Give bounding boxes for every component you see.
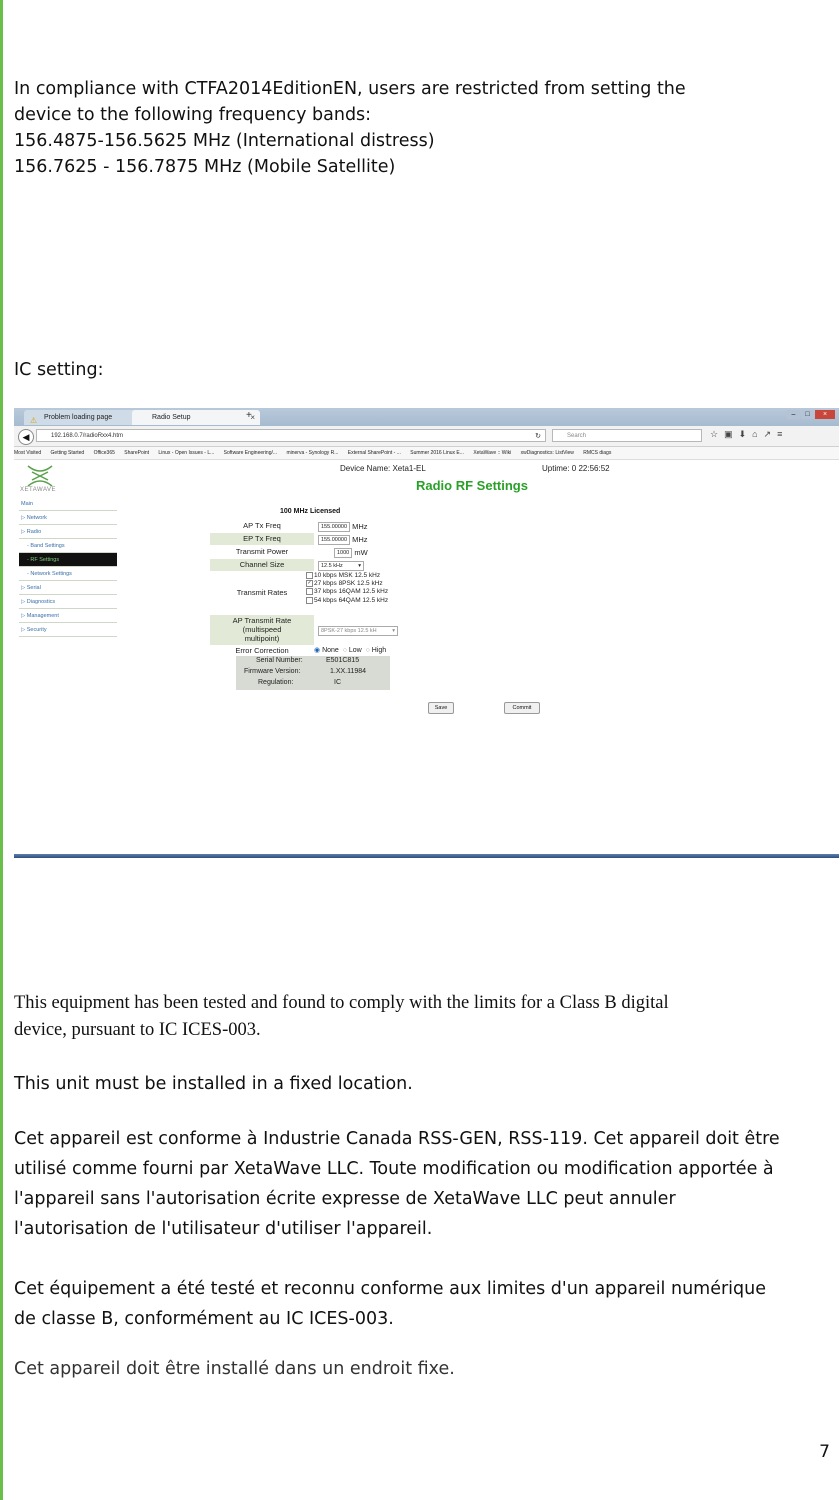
rate-option[interactable] bbox=[306, 580, 388, 588]
ap-rate-label-line: multipoint) bbox=[244, 634, 280, 643]
ap-tx-row bbox=[210, 520, 416, 532]
fixed-location-fr: Cet appareil doit être installé dans un endroit fixe. bbox=[14, 1359, 455, 1379]
channel-size-wrap bbox=[318, 561, 364, 571]
ap-rate-label-line: (multispeed bbox=[242, 625, 282, 634]
transmit-rates-list bbox=[306, 572, 388, 605]
class-b-fr-line: Cet équipement a été testé et reconnu conforme aux limites d'un appareil numérique bbox=[14, 1279, 766, 1299]
rate-label: 54 kbps 64QAM 12.5 kHz bbox=[314, 596, 389, 604]
rate-option[interactable] bbox=[306, 597, 388, 605]
sidebar-item-serial[interactable]: ▷ Serial bbox=[19, 581, 117, 595]
checkbox[interactable] bbox=[306, 588, 313, 595]
intro-line: 156.7625 - 156.7875 MHz (Mobile Satellite) bbox=[14, 157, 396, 177]
firmware-value: 1.XX.11984 bbox=[330, 668, 367, 675]
sidebar-item-band-settings[interactable]: - Band Settings bbox=[19, 539, 117, 553]
search-placeholder: Search bbox=[567, 433, 587, 439]
bookmark-item[interactable]: Most Visited bbox=[14, 450, 42, 456]
save-button[interactable]: Save bbox=[428, 702, 454, 714]
browser-tab-bar bbox=[14, 408, 839, 426]
channel-size-select[interactable] bbox=[318, 561, 364, 571]
tab-label: Radio Setup bbox=[152, 414, 191, 421]
sidebar-item-management[interactable]: ▷ Management bbox=[19, 609, 117, 623]
class-b-fr bbox=[14, 1274, 829, 1334]
radio-label: Low bbox=[348, 647, 362, 654]
error-correction-options bbox=[314, 646, 386, 656]
ap-transmit-rate-label bbox=[210, 615, 314, 645]
sidebar-item-diagnostics[interactable]: ▷ Diagnostics bbox=[19, 595, 117, 609]
bookmark-item[interactable]: RMCS diags bbox=[583, 450, 612, 456]
rate-option[interactable] bbox=[306, 572, 388, 580]
maximize-icon[interactable]: □ bbox=[801, 410, 814, 419]
transmit-power-row bbox=[210, 546, 416, 558]
ap-rate-value: 8PSK-27 kbps 12.5 kH bbox=[321, 628, 377, 635]
ap-rate-label-line: AP Transmit Rate bbox=[232, 616, 292, 625]
firmware-label: Firmware Version: bbox=[244, 668, 301, 675]
page-title: Radio RF Settings bbox=[416, 478, 528, 493]
compliance-fr-line: Cet appareil est conforme à Industrie Canada RSS-GEN, RSS-119. Cet appareil doit être bbox=[14, 1129, 780, 1149]
bookmark-item[interactable]: Software Engineering/... bbox=[223, 450, 278, 456]
close-icon[interactable]: × bbox=[250, 413, 255, 422]
reload-icon[interactable]: ↻ bbox=[535, 433, 541, 440]
regulation-label: Regulation: bbox=[258, 679, 294, 686]
error-correction-label: Error Correction bbox=[210, 646, 314, 656]
browser-screenshot bbox=[14, 408, 839, 858]
compliance-fr bbox=[14, 1124, 829, 1244]
commit-button[interactable]: Commit bbox=[504, 702, 540, 714]
ap-tx-unit: MHz bbox=[352, 522, 368, 531]
tab-problem-loading[interactable] bbox=[24, 410, 142, 425]
ap-tx-label: AP Tx Freq bbox=[210, 520, 314, 532]
ap-transmit-rate-row bbox=[210, 615, 416, 645]
compliance-fr-line: l'appareil sans l'autorisation écrite expresse de XetaWave LLC peut annuler bbox=[14, 1189, 676, 1209]
bookmark-item[interactable]: SharePoint bbox=[124, 450, 150, 456]
left-margin-bar bbox=[0, 0, 3, 1500]
compliance-en-line: This equipment has been tested and found to comply with the limits for a Class B digital bbox=[14, 993, 669, 1013]
chevron-down-icon: ▾ bbox=[392, 628, 395, 635]
class-b-fr-line: de classe B, conformément au IC ICES-003. bbox=[14, 1309, 394, 1329]
bookmark-item[interactable]: Office365 bbox=[93, 450, 115, 456]
sidebar-item-network-settings[interactable]: - Network Settings bbox=[19, 567, 117, 581]
warning-icon: ⚠ bbox=[30, 416, 38, 425]
intro-line: In compliance with CTFA2014EditionEN, users are restricted from setting the bbox=[14, 79, 686, 99]
bookmarks-bar bbox=[14, 447, 839, 460]
window-controls bbox=[787, 410, 835, 420]
chevron-down-icon: ▾ bbox=[358, 563, 361, 570]
ap-tx-value-wrap bbox=[318, 522, 368, 532]
licensed-heading: 100 MHz Licensed bbox=[280, 508, 341, 515]
transmit-rates-label: Transmit Rates bbox=[210, 572, 314, 614]
bookmark-item[interactable]: minerva - Synology R... bbox=[286, 450, 339, 456]
ap-tx-input[interactable]: 155.00000 bbox=[318, 522, 350, 532]
checkbox[interactable]: ✓ bbox=[307, 580, 312, 587]
bookmark-item[interactable]: External SharePoint - ... bbox=[347, 450, 401, 456]
radio-icon[interactable]: ○ bbox=[342, 647, 347, 654]
channel-size-row bbox=[210, 559, 416, 571]
serial-label: Serial Number: bbox=[256, 657, 303, 664]
sidebar-item-radio[interactable]: ▷ Radio bbox=[19, 525, 117, 539]
transmit-power-label: Transmit Power bbox=[210, 546, 314, 558]
radio-label: High bbox=[371, 647, 387, 654]
bookmark-item[interactable]: Getting Started bbox=[50, 450, 85, 456]
navigation-bar bbox=[14, 426, 839, 447]
ic-heading: IC setting: bbox=[14, 360, 104, 380]
power-value-wrap bbox=[334, 548, 368, 558]
sidebar-item-main[interactable]: Main bbox=[19, 497, 117, 511]
checkbox[interactable] bbox=[306, 597, 313, 604]
sidebar-item-network[interactable]: ▷ Network bbox=[19, 511, 117, 525]
ep-tx-input[interactable]: 155.00000 bbox=[318, 535, 350, 545]
intro-line: 156.4875-156.5625 MHz (International distress) bbox=[14, 131, 435, 151]
search-input[interactable] bbox=[552, 429, 702, 442]
rate-label: 37 kbps 16QAM 12.5 kHz bbox=[314, 588, 389, 596]
radio-selected-icon[interactable]: ◉ bbox=[314, 647, 321, 654]
radio-label: None bbox=[322, 647, 339, 654]
device-info-box bbox=[236, 656, 390, 690]
compliance-en bbox=[14, 990, 829, 1044]
ep-tx-label: EP Tx Freq bbox=[210, 533, 314, 545]
rate-label: 10 kbps MSK 12.5 kHz bbox=[314, 572, 381, 580]
ep-tx-unit: MHz bbox=[352, 535, 368, 544]
transmit-rates-row bbox=[210, 572, 416, 614]
sidebar-nav bbox=[19, 497, 117, 637]
channel-size-label: Channel Size bbox=[210, 559, 314, 571]
compliance-fr-line: utilisé comme fourni par XetaWave LLC. Toute modification ou modification apportée à bbox=[14, 1159, 774, 1179]
bookmark-item[interactable]: Linux - Open Issues - L... bbox=[158, 450, 215, 456]
bookmark-item[interactable]: XetaWave :: Wiki bbox=[473, 450, 512, 456]
bookmark-item[interactable]: Summer 2016 Linux E... bbox=[410, 450, 464, 456]
tab-label: Problem loading page bbox=[44, 414, 113, 421]
back-arrow-icon[interactable]: ◀ bbox=[18, 429, 34, 445]
channel-size-value: 12.5 kHz bbox=[321, 563, 343, 570]
sidebar-item-security[interactable]: ▷ Security bbox=[19, 623, 117, 637]
toolbar-icons[interactable]: ☆▣⬇⌂↗≡ bbox=[710, 429, 789, 439]
tab-radio-setup[interactable] bbox=[132, 410, 260, 425]
transmit-power-unit: mW bbox=[354, 548, 368, 557]
address-bar[interactable] bbox=[36, 429, 546, 442]
radio-icon[interactable]: ○ bbox=[365, 647, 370, 654]
transmit-power-input[interactable]: 1000 bbox=[334, 548, 352, 558]
checkbox[interactable] bbox=[306, 572, 313, 579]
ep-tx-row bbox=[210, 533, 416, 545]
fixed-location-en: This unit must be installed in a fixed location. bbox=[14, 1074, 413, 1094]
ep-tx-value-wrap bbox=[318, 535, 368, 545]
taskbar bbox=[14, 854, 839, 858]
device-name: Device Name: Xeta1-EL bbox=[340, 464, 426, 473]
serial-value: E501C815 bbox=[326, 657, 360, 664]
error-correction-row bbox=[210, 646, 416, 656]
intro-line: device to the following frequency bands: bbox=[14, 105, 372, 125]
ap-rate-wrap bbox=[318, 626, 398, 636]
minimize-icon[interactable]: – bbox=[787, 410, 800, 419]
rate-option[interactable] bbox=[306, 588, 388, 596]
bookmark-item[interactable]: xwDiagnostics: ListView bbox=[520, 450, 574, 456]
page-number: 7 bbox=[819, 1442, 830, 1462]
compliance-en-line: device, pursuant to IC ICES-003. bbox=[14, 1020, 261, 1040]
sidebar-item-rf-settings[interactable]: - RF Settings bbox=[19, 553, 117, 567]
window-close-icon[interactable]: × bbox=[815, 410, 835, 419]
uptime: Uptime: 0 22:56:52 bbox=[542, 464, 610, 473]
logo-text: XETAWAVE bbox=[20, 487, 57, 493]
compliance-fr-line: l'autorisation de l'utilisateur d'utiliser l'appareil. bbox=[14, 1219, 433, 1239]
new-tab-icon[interactable]: + bbox=[246, 410, 252, 421]
rate-label: 27 kbps 8PSK 12.5 kHz bbox=[314, 580, 383, 588]
url-text: 192.168.0.7/radioRxx4.htm bbox=[51, 433, 124, 439]
ap-transmit-rate-select[interactable] bbox=[318, 626, 398, 636]
regulation-value: IC bbox=[334, 679, 341, 686]
intro-paragraph bbox=[14, 76, 829, 180]
